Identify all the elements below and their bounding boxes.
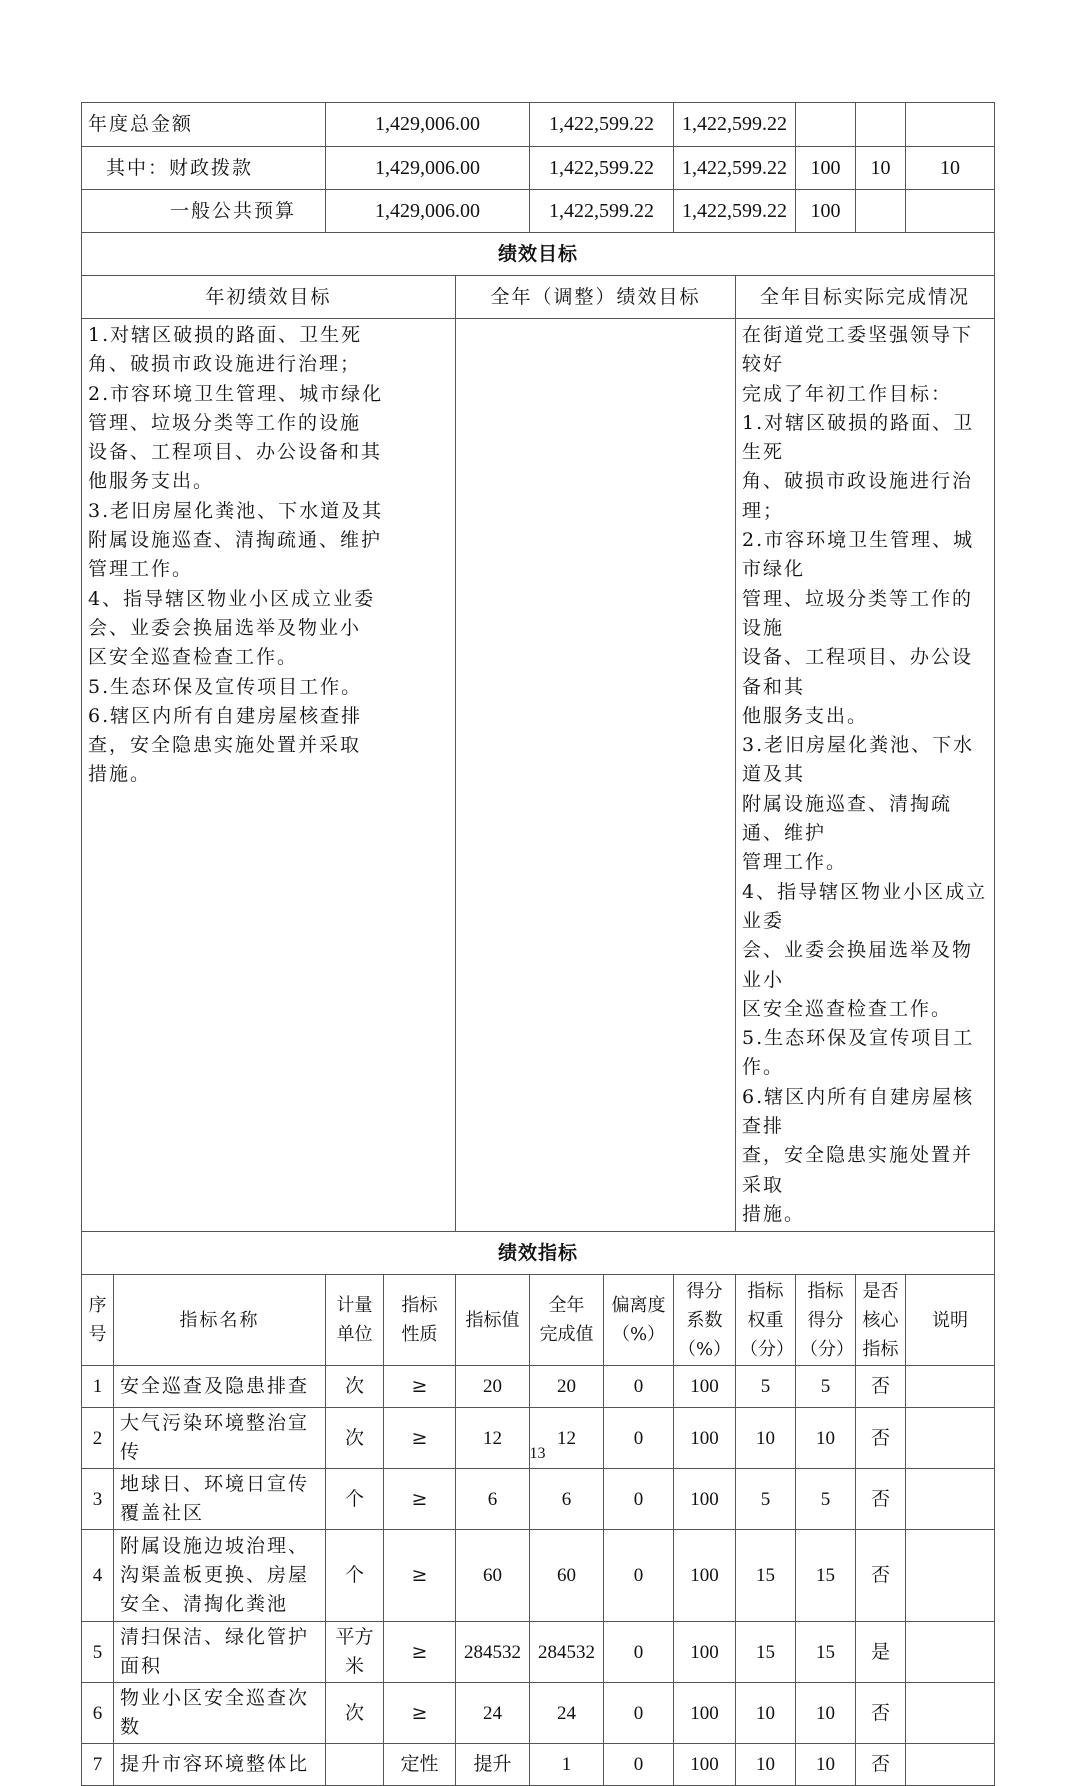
text-line: 会、业委会换届选举及物业小 xyxy=(88,616,362,639)
text-line: （%） xyxy=(678,1338,732,1360)
text-line: 米 xyxy=(345,1655,365,1678)
indicator-note xyxy=(906,1683,995,1744)
text-line: 提升市容环境整体比 xyxy=(120,1753,310,1776)
text-line: 2.市容环境卫生管理、城市绿化 xyxy=(742,529,975,581)
header-target xyxy=(456,1275,530,1366)
indicator-weight: 5 xyxy=(736,1469,796,1530)
indicator-name xyxy=(114,1469,326,1530)
indicator-score: 10 xyxy=(796,1744,856,1786)
goals-col-initial: 年初绩效目标 xyxy=(82,276,456,319)
indicator-weight: 10 xyxy=(736,1683,796,1744)
indicator-row xyxy=(82,1622,995,1683)
indicators-header-row xyxy=(82,1275,995,1366)
header-done xyxy=(530,1275,604,1366)
indicator-coefficient: 100 xyxy=(674,1744,736,1786)
text-line: 附属设施边坡治理、 xyxy=(120,1535,310,1558)
indicator-score: 15 xyxy=(796,1530,856,1622)
budget-label: 其中：财政拨款 xyxy=(82,147,326,190)
text-line: 是否 xyxy=(862,1280,899,1302)
budget-value: 10 xyxy=(856,147,906,190)
indicator-weight: 15 xyxy=(736,1622,796,1683)
indicator-seq: 6 xyxy=(82,1683,114,1744)
indicator-done: 20 xyxy=(530,1366,604,1408)
indicator-deviation: 0 xyxy=(604,1530,674,1622)
text-line: 核心 xyxy=(862,1309,899,1331)
text-line: 措施。 xyxy=(742,1202,806,1225)
header-seq xyxy=(82,1275,114,1366)
indicator-coefficient: 100 xyxy=(674,1366,736,1408)
text-line: 覆盖社区 xyxy=(120,1502,205,1525)
indicator-target: 20 xyxy=(456,1366,530,1408)
indicator-core: 否 xyxy=(856,1408,906,1469)
indicator-nature: ≥ xyxy=(384,1366,456,1408)
indicator-name xyxy=(114,1622,326,1683)
text-line: （分） xyxy=(800,1338,855,1360)
text-line: 安全、清掏化粪池 xyxy=(120,1593,289,1616)
indicator-score: 5 xyxy=(796,1469,856,1530)
text-line: 沟渠盖板更换、房屋 xyxy=(120,1564,310,1587)
text-line: 序 xyxy=(88,1295,107,1317)
budget-value xyxy=(906,103,995,147)
goals-adjusted-text xyxy=(456,319,736,1232)
text-line: 计量 xyxy=(336,1295,373,1317)
budget-value: 100 xyxy=(796,147,856,190)
goals-title-row xyxy=(82,233,995,276)
indicators-title: 绩效指标 xyxy=(82,1232,995,1275)
text-line: 完成值 xyxy=(539,1324,594,1346)
indicator-unit xyxy=(326,1366,384,1408)
indicator-row xyxy=(82,1683,995,1744)
indicators-title-row xyxy=(82,1232,995,1275)
goals-content-row xyxy=(82,319,995,1232)
indicator-unit xyxy=(326,1683,384,1744)
text-line: 管理、垃圾分类等工作的设施 xyxy=(88,411,362,434)
indicator-row xyxy=(82,1744,995,1786)
indicator-weight: 15 xyxy=(736,1530,796,1622)
indicator-row xyxy=(82,1530,995,1622)
text-line: 附属设施巡查、清掏疏通、维护 xyxy=(742,792,953,845)
budget-row-total xyxy=(82,103,995,147)
budget-row-fiscal xyxy=(82,147,995,190)
indicator-done: 60 xyxy=(530,1530,604,1622)
indicator-note xyxy=(906,1469,995,1530)
text-line: 6.辖区内所有自建房屋核查排 xyxy=(742,1085,975,1138)
indicator-note xyxy=(906,1530,995,1622)
text-line: 指标 xyxy=(807,1280,844,1302)
indicator-nature: 定性 xyxy=(384,1744,456,1786)
budget-row-general xyxy=(82,190,995,233)
indicator-target: 6 xyxy=(456,1469,530,1530)
indicator-seq: 7 xyxy=(82,1744,114,1786)
indicator-target: 提升 xyxy=(456,1744,530,1786)
indicator-weight: 10 xyxy=(736,1408,796,1469)
performance-report-sheet xyxy=(81,102,994,1786)
header-deviation xyxy=(604,1275,674,1366)
text-line: 角、破损市政设施进行治理； xyxy=(742,470,974,522)
indicator-note xyxy=(906,1622,995,1683)
header-weight xyxy=(736,1275,796,1366)
indicator-core: 否 xyxy=(856,1683,906,1744)
indicator-seq: 1 xyxy=(82,1366,114,1408)
indicator-done: 284532 xyxy=(530,1622,604,1683)
text-line: 个 xyxy=(345,1487,365,1510)
indicator-note xyxy=(906,1366,995,1408)
goals-col-adjusted: 全年（调整）绩效目标 xyxy=(456,276,736,319)
indicator-done: 24 xyxy=(530,1683,604,1744)
text-line: 得分 xyxy=(807,1309,844,1331)
text-line: 1.对辖区破损的路面、卫生死 xyxy=(742,411,975,464)
text-line: 性质 xyxy=(401,1324,438,1346)
indicator-target: 284532 xyxy=(456,1622,530,1683)
text-line: 他服务支出。 xyxy=(88,470,215,493)
text-line: 数 xyxy=(120,1716,142,1739)
indicator-target: 60 xyxy=(456,1530,530,1622)
indicator-unit xyxy=(326,1469,384,1530)
indicator-deviation: 0 xyxy=(604,1366,674,1408)
indicator-core: 否 xyxy=(856,1744,906,1786)
indicator-done: 6 xyxy=(530,1469,604,1530)
indicator-rows xyxy=(82,1366,995,1786)
page-number: 13 xyxy=(529,1445,546,1462)
text-line: 管理工作。 xyxy=(742,851,848,874)
budget-value xyxy=(856,103,906,147)
goals-col-actual: 全年目标实际完成情况 xyxy=(736,276,995,319)
indicator-done: 1 xyxy=(530,1744,604,1786)
budget-label: 年度总金额 xyxy=(82,103,326,147)
budget-value xyxy=(906,190,995,233)
budget-value: 1,422,599.22 xyxy=(674,147,796,190)
text-line: 得分 xyxy=(686,1280,723,1302)
indicator-nature: ≥ xyxy=(384,1408,456,1469)
indicator-core: 否 xyxy=(856,1469,906,1530)
budget-value: 1,422,599.22 xyxy=(674,103,796,147)
text-line: 角、破损市政设施进行治理； xyxy=(88,353,362,376)
text-line: 措施。 xyxy=(88,763,152,786)
header-core xyxy=(856,1275,906,1366)
indicator-deviation: 0 xyxy=(604,1408,674,1469)
budget-value: 10 xyxy=(906,147,995,190)
text-line: 区安全巡查检查工作。 xyxy=(88,646,299,669)
text-line: 平方 xyxy=(335,1626,374,1649)
budget-value: 1,422,599.22 xyxy=(530,147,674,190)
indicator-deviation: 0 xyxy=(604,1683,674,1744)
text-line: 系数 xyxy=(686,1309,723,1331)
budget-value: 100 xyxy=(796,190,856,233)
text-line: 全年 xyxy=(548,1295,585,1317)
indicator-done: 12 xyxy=(530,1408,604,1469)
text-line: 4、指导辖区物业小区成立业委 xyxy=(88,587,376,610)
indicator-nature: ≥ xyxy=(384,1622,456,1683)
indicator-coefficient: 100 xyxy=(674,1469,736,1530)
budget-value: 1,422,599.22 xyxy=(530,103,674,147)
header-unit xyxy=(326,1275,384,1366)
indicator-note xyxy=(906,1744,995,1786)
text-line: 次 xyxy=(345,1426,365,1449)
indicator-target: 12 xyxy=(456,1408,530,1469)
text-line: 次 xyxy=(345,1375,365,1398)
indicator-coefficient: 100 xyxy=(674,1622,736,1683)
indicator-core: 是 xyxy=(856,1622,906,1683)
text-line: 2.市容环境卫生管理、城市绿化 xyxy=(88,382,384,405)
budget-value xyxy=(856,190,906,233)
text-line: 次 xyxy=(345,1701,365,1724)
indicator-coefficient: 100 xyxy=(674,1408,736,1469)
indicator-coefficient: 100 xyxy=(674,1530,736,1622)
indicator-unit xyxy=(326,1744,384,1786)
text-line: 物业小区安全巡查次 xyxy=(120,1687,310,1710)
indicator-core: 否 xyxy=(856,1366,906,1408)
text-line: 清扫保洁、绿化管护 xyxy=(120,1626,310,1649)
indicator-name xyxy=(114,1744,326,1786)
text-line: 指标 xyxy=(401,1295,438,1317)
indicator-unit xyxy=(326,1622,384,1683)
text-line: 面积 xyxy=(120,1655,163,1678)
indicator-name xyxy=(114,1366,326,1408)
text-line: 附属设施巡查、清掏疏通、维护 xyxy=(88,529,383,552)
text-line: 设备、工程项目、办公设备和其 xyxy=(88,441,383,464)
text-line: 指标 xyxy=(862,1338,899,1360)
budget-value: 1,429,006.00 xyxy=(326,147,530,190)
indicator-score: 15 xyxy=(796,1622,856,1683)
text-line: 1.对辖区破损的路面、卫生死 xyxy=(88,324,363,346)
indicator-seq: 3 xyxy=(82,1469,114,1530)
indicator-row xyxy=(82,1469,995,1530)
indicator-core: 否 xyxy=(856,1530,906,1622)
indicator-score: 10 xyxy=(796,1683,856,1744)
text-line: 他服务支出。 xyxy=(742,704,869,727)
text-line: 说明 xyxy=(932,1309,969,1331)
indicator-nature: ≥ xyxy=(384,1530,456,1622)
header-coefficient xyxy=(674,1275,736,1366)
text-line: 号 xyxy=(88,1324,107,1346)
header-note xyxy=(906,1275,995,1366)
indicator-seq: 2 xyxy=(82,1408,114,1469)
indicator-nature: ≥ xyxy=(384,1683,456,1744)
text-line: 5.生态环保及宣传项目工作。 xyxy=(742,1027,975,1079)
budget-label: 一般公共预算 xyxy=(82,190,326,233)
indicator-score: 10 xyxy=(796,1408,856,1469)
indicator-seq: 4 xyxy=(82,1530,114,1622)
text-line: 查，安全隐患实施处置并采取 xyxy=(742,1144,974,1196)
header-nature xyxy=(384,1275,456,1366)
text-line: 安全巡查及隐患排查 xyxy=(120,1375,310,1398)
text-line: 设备、工程项目、办公设备和其 xyxy=(742,646,974,698)
text-line: 指标值 xyxy=(465,1309,520,1331)
text-line: 区安全巡查检查工作。 xyxy=(742,997,953,1020)
indicator-unit xyxy=(326,1530,384,1622)
performance-table xyxy=(81,102,995,1786)
text-line: 5.生态环保及宣传项目工作。 xyxy=(88,675,363,698)
text-line: 大气污染环境整治宣 xyxy=(120,1412,310,1435)
text-line: 个 xyxy=(345,1564,365,1587)
header-name xyxy=(114,1275,326,1366)
text-line: 管理、垃圾分类等工作的设施 xyxy=(742,587,974,639)
text-line: 传 xyxy=(120,1441,142,1464)
text-line: 3.老旧房屋化粪池、下水道及其 xyxy=(88,499,384,522)
indicator-weight: 5 xyxy=(736,1366,796,1408)
text-line: 6.辖区内所有自建房屋核查排 xyxy=(88,704,363,727)
text-line: 单位 xyxy=(336,1324,373,1346)
text-line: 查，安全隐患实施处置并采取 xyxy=(88,734,362,757)
indicator-coefficient: 100 xyxy=(674,1683,736,1744)
budget-value: 1,422,599.22 xyxy=(674,190,796,233)
budget-value: 1,429,006.00 xyxy=(326,190,530,233)
indicator-row xyxy=(82,1366,995,1408)
indicator-name xyxy=(114,1683,326,1744)
indicator-name xyxy=(114,1530,326,1622)
text-line: 3.老旧房屋化粪池、下水道及其 xyxy=(742,734,975,786)
text-line: 偏离度 xyxy=(611,1295,666,1317)
text-line: 指标 xyxy=(747,1280,784,1302)
indicator-target: 24 xyxy=(456,1683,530,1744)
header-score xyxy=(796,1275,856,1366)
text-line: 完成了年初工作目标： xyxy=(742,382,953,405)
text-line: 管理工作。 xyxy=(88,558,194,581)
text-line: 指标名称 xyxy=(179,1309,260,1331)
budget-value xyxy=(796,103,856,147)
indicator-seq: 5 xyxy=(82,1622,114,1683)
text-line: （分） xyxy=(740,1338,795,1360)
goals-actual-text xyxy=(736,319,995,1232)
goals-header-row xyxy=(82,276,995,319)
text-line: 地球日、环境日宣传 xyxy=(120,1473,310,1496)
indicator-deviation: 0 xyxy=(604,1622,674,1683)
text-line: 会、业委会换届选举及物业小 xyxy=(742,939,974,991)
text-line: 权重 xyxy=(747,1309,784,1331)
budget-value: 1,429,006.00 xyxy=(326,103,530,147)
text-line: 在街道党工委坚强领导下较好 xyxy=(742,324,974,376)
goals-initial-text xyxy=(82,319,456,1232)
indicator-deviation: 0 xyxy=(604,1469,674,1530)
budget-value: 1,422,599.22 xyxy=(530,190,674,233)
text-line: 4、指导辖区物业小区成立业委 xyxy=(742,880,988,932)
indicator-nature: ≥ xyxy=(384,1469,456,1530)
indicator-score: 5 xyxy=(796,1366,856,1408)
indicator-weight: 10 xyxy=(736,1744,796,1786)
text-line: （%） xyxy=(611,1324,666,1346)
goals-title: 绩效目标 xyxy=(82,233,995,276)
indicator-deviation: 0 xyxy=(604,1744,674,1786)
